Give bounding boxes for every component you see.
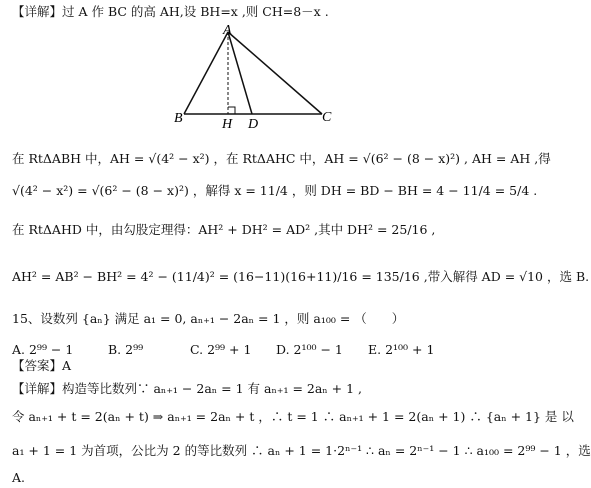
segment-ad (228, 32, 252, 114)
question-stem: 15、设数列 {aₙ} 满足 a₁ = 0, aₙ₊₁ − 2aₙ = 1 ，则 a₁₀₀ = （ ） (12, 311, 405, 326)
detail-line-4: AH² = AB² − BH² = 4² − (11/4)² = (16−11)(16+11)/16 = 135/16 ,带入解得 AD = √10 ，选 B. (12, 269, 590, 284)
right-angle-mark (228, 107, 235, 114)
detail2-line-4: A. (12, 470, 26, 485)
detail-line-3: 在 RtΔAHD 中，由勾股定理得：AH² + DH² = AD² ,其中 DH² = 25/16 , (12, 222, 436, 237)
option-e: E. 2¹⁰⁰ + 1 (368, 342, 435, 357)
answer-line: 【答案】A (12, 358, 72, 373)
triangle-figure (170, 22, 340, 130)
option-c: C. 2⁹⁹ + 1 (190, 342, 252, 357)
option-b: B. 2⁹⁹ (108, 342, 144, 357)
label-c: C (322, 110, 332, 125)
option-d: D. 2¹⁰⁰ − 1 (276, 342, 343, 357)
detail-line-2: √(4² − x²) = √(6² − (8 − x)²) ，解得 x = 11/4 ，则 DH = BD − BH = 4 − 11/4 = 5/4 . (12, 183, 538, 198)
label-h: H (222, 117, 233, 132)
detail2-line-3: a₁ + 1 = 1 为首项，公比为 2 的等比数列 ∴ aₙ + 1 = 1·2ⁿ⁻¹ ∴ aₙ = 2ⁿ⁻¹ − 1 ∴ a₁₀₀ = 2⁹⁹ − 1 ，选 (12, 443, 591, 458)
detail2-line-2: 令 aₙ₊₁ + t = 2(aₙ + t) ⇒ aₙ₊₁ = 2aₙ + t ，∴ t = 1 ∴ aₙ₊₁ + 1 = 2(aₙ + 1) ∴ {aₙ + 1} 是 以 (12, 409, 574, 424)
side-ac (228, 32, 322, 114)
label-d: D (248, 117, 259, 132)
detail-line-1: 在 RtΔABH 中，AH = √(4² − x²) ，在 RtΔAHC 中，AH = √(6² − (8 − x)²) , AH = AH ,得 (12, 151, 551, 166)
label-b: B (174, 111, 183, 126)
label-a: A (223, 23, 232, 38)
side-ab (184, 32, 228, 114)
option-a: A. 2⁹⁹ − 1 (12, 342, 74, 357)
detail2-line-1: 【详解】构造等比数列∵ aₙ₊₁ − 2aₙ = 1 有 aₙ₊₁ = 2aₙ + 1 , (12, 381, 363, 396)
detail-intro: 【详解】过 A 作 BC 的高 AH,设 BH=x ,则 CH=8－x . (12, 4, 329, 19)
